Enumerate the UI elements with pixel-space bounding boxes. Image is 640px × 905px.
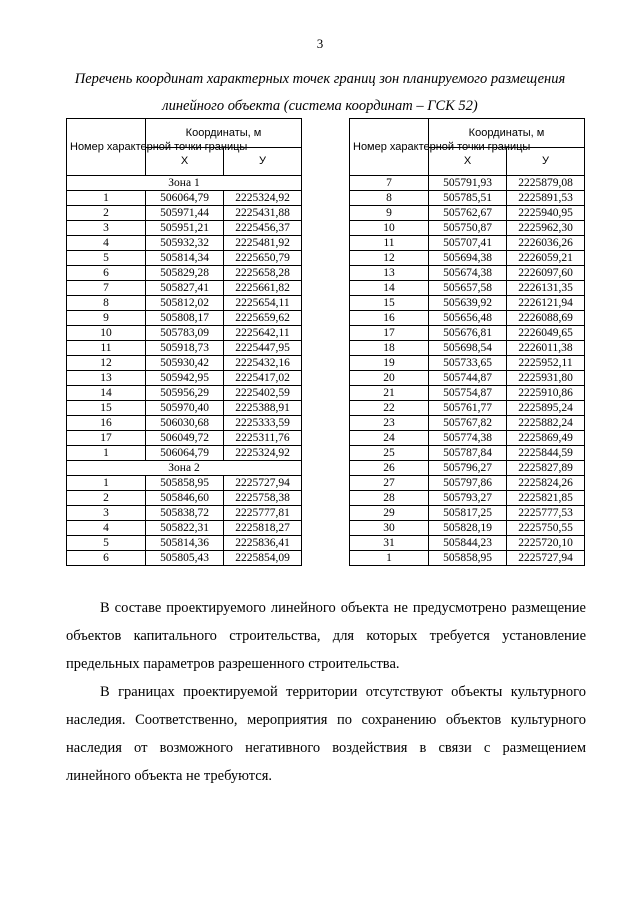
y-coordinate-cell: 2225654,11 <box>224 296 302 311</box>
x-coordinate-cell: 505656,48 <box>429 311 507 326</box>
table-row <box>67 236 302 251</box>
header-point-number: Номер характерной точки границы <box>350 119 429 176</box>
table-row <box>350 401 585 416</box>
y-coordinate-cell: 2225431,88 <box>224 206 302 221</box>
point-number-cell: 2 <box>67 206 146 221</box>
header-coordinates: Координаты, м <box>146 119 302 148</box>
point-number-cell: 10 <box>350 221 429 236</box>
paragraph-cultural-heritage: В границах проектируемой территории отсутствуют объекты культурного наследия. Соответственно, мероприятия по сохранению объектов культурного наследия от возможного негативного воздействия в связи с размещением линейного объекта не требуются. <box>66 684 586 784</box>
x-coordinate-cell: 505846,60 <box>146 491 224 506</box>
y-coordinate-cell: 2225417,02 <box>224 371 302 386</box>
y-coordinate-cell: 2225940,95 <box>507 206 585 221</box>
table-row <box>350 551 585 566</box>
x-coordinate-cell: 505956,29 <box>146 386 224 401</box>
header-point-number: Номер характерной точки границы <box>67 119 146 176</box>
point-number-cell: 23 <box>350 416 429 431</box>
x-coordinate-cell: 505932,32 <box>146 236 224 251</box>
y-coordinate-cell: 2225931,80 <box>507 371 585 386</box>
point-number-cell: 14 <box>67 386 146 401</box>
y-coordinate-cell: 2225882,24 <box>507 416 585 431</box>
x-coordinate-cell: 505639,92 <box>429 296 507 311</box>
y-coordinate-cell: 2226088,69 <box>507 311 585 326</box>
table-row <box>67 266 302 281</box>
table-row <box>67 476 302 491</box>
table-row <box>350 356 585 371</box>
y-coordinate-cell: 2225642,11 <box>224 326 302 341</box>
point-number-cell: 11 <box>67 341 146 356</box>
x-coordinate-cell: 505822,31 <box>146 521 224 536</box>
coordinates-table-right <box>349 118 585 566</box>
x-coordinate-cell: 505812,02 <box>146 296 224 311</box>
point-number-cell: 1 <box>67 446 146 461</box>
point-number-cell: 8 <box>67 296 146 311</box>
x-coordinate-cell: 505793,27 <box>429 491 507 506</box>
point-number-cell: 12 <box>67 356 146 371</box>
point-number-cell: 18 <box>350 341 429 356</box>
point-number-cell: 4 <box>67 521 146 536</box>
point-number-cell: 21 <box>350 386 429 401</box>
point-number-cell: 10 <box>67 326 146 341</box>
y-coordinate-cell: 2225659,62 <box>224 311 302 326</box>
table-row <box>67 506 302 521</box>
point-number-cell: 11 <box>350 236 429 251</box>
point-number-cell: 13 <box>67 371 146 386</box>
y-coordinate-cell: 2225324,92 <box>224 191 302 206</box>
table-row <box>350 446 585 461</box>
table-row <box>350 251 585 266</box>
x-coordinate-cell: 505762,67 <box>429 206 507 221</box>
table-row <box>67 341 302 356</box>
y-coordinate-cell: 2226059,21 <box>507 251 585 266</box>
table-row <box>67 296 302 311</box>
y-coordinate-cell: 2226011,38 <box>507 341 585 356</box>
point-number-cell: 15 <box>350 296 429 311</box>
table-row <box>67 311 302 326</box>
x-coordinate-cell: 505817,25 <box>429 506 507 521</box>
header-coordinates: Координаты, м <box>429 119 585 148</box>
point-number-cell: 20 <box>350 371 429 386</box>
y-coordinate-cell: 2226097,60 <box>507 266 585 281</box>
caption-line-2: линейного объекта (система координат – ГСК 52) <box>162 98 478 114</box>
x-coordinate-cell: 506064,79 <box>146 446 224 461</box>
point-number-cell: 19 <box>350 356 429 371</box>
point-number-cell: 1 <box>67 476 146 491</box>
point-number-cell: 7 <box>67 281 146 296</box>
y-coordinate-cell: 2225481,92 <box>224 236 302 251</box>
x-coordinate-cell: 505971,44 <box>146 206 224 221</box>
x-coordinate-cell: 505930,42 <box>146 356 224 371</box>
x-coordinate-cell: 505828,19 <box>429 521 507 536</box>
zone-row <box>67 176 302 191</box>
zone-label: Зона 1 <box>67 176 302 191</box>
table-row <box>350 326 585 341</box>
y-coordinate-cell: 2225456,37 <box>224 221 302 236</box>
table-row <box>67 491 302 506</box>
table-row <box>67 326 302 341</box>
point-number-cell: 27 <box>350 476 429 491</box>
table-row <box>67 221 302 236</box>
table-row <box>67 521 302 536</box>
table-row <box>67 536 302 551</box>
y-coordinate-cell: 2225895,24 <box>507 401 585 416</box>
table-row <box>350 221 585 236</box>
header-x: X <box>429 147 507 176</box>
y-coordinate-cell: 2225311,76 <box>224 431 302 446</box>
y-coordinate-cell: 2226121,94 <box>507 296 585 311</box>
x-coordinate-cell: 505750,87 <box>429 221 507 236</box>
y-coordinate-cell: 2225818,27 <box>224 521 302 536</box>
table-row <box>350 371 585 386</box>
table-row <box>350 416 585 431</box>
y-coordinate-cell: 2225777,53 <box>507 506 585 521</box>
x-coordinate-cell: 505744,87 <box>429 371 507 386</box>
page-number: 3 <box>316 36 324 51</box>
y-coordinate-cell: 2225750,55 <box>507 521 585 536</box>
y-coordinate-cell: 2225869,49 <box>507 431 585 446</box>
x-coordinate-cell: 505838,72 <box>146 506 224 521</box>
y-coordinate-cell: 2226036,26 <box>507 236 585 251</box>
table-row <box>350 386 585 401</box>
y-coordinate-cell: 2225962,30 <box>507 221 585 236</box>
y-coordinate-cell: 2225910,86 <box>507 386 585 401</box>
table-row <box>350 521 585 536</box>
table-row <box>350 236 585 251</box>
x-coordinate-cell: 505814,34 <box>146 251 224 266</box>
y-coordinate-cell: 2226049,65 <box>507 326 585 341</box>
table-row <box>350 206 585 221</box>
x-coordinate-cell: 505733,65 <box>429 356 507 371</box>
table-row <box>350 191 585 206</box>
y-coordinate-cell: 2225758,38 <box>224 491 302 506</box>
point-number-cell: 3 <box>67 221 146 236</box>
y-coordinate-cell: 2225447,95 <box>224 341 302 356</box>
x-coordinate-cell: 505829,28 <box>146 266 224 281</box>
header-x: X <box>146 147 224 176</box>
point-number-cell: 6 <box>67 551 146 566</box>
table-row <box>67 551 302 566</box>
y-coordinate-cell: 2225402,59 <box>224 386 302 401</box>
x-coordinate-cell: 505774,38 <box>429 431 507 446</box>
point-number-cell: 24 <box>350 431 429 446</box>
x-coordinate-cell: 506049,72 <box>146 431 224 446</box>
x-coordinate-cell: 505674,38 <box>429 266 507 281</box>
table-row <box>350 536 585 551</box>
y-coordinate-cell: 2225432,16 <box>224 356 302 371</box>
point-number-cell: 6 <box>67 266 146 281</box>
point-number-cell: 16 <box>350 311 429 326</box>
zone-row <box>67 461 302 476</box>
table-row <box>67 431 302 446</box>
x-coordinate-cell: 505761,77 <box>429 401 507 416</box>
y-coordinate-cell: 2225821,85 <box>507 491 585 506</box>
x-coordinate-cell: 505797,86 <box>429 476 507 491</box>
table-row <box>67 191 302 206</box>
y-coordinate-cell: 2225661,82 <box>224 281 302 296</box>
table-row <box>67 371 302 386</box>
x-coordinate-cell: 505754,87 <box>429 386 507 401</box>
caption-line-1: Перечень координат характерных точек границ зон планируемого размещения <box>74 71 566 87</box>
x-coordinate-cell: 505858,95 <box>146 476 224 491</box>
x-coordinate-cell: 506064,79 <box>146 191 224 206</box>
header-y: У <box>224 147 302 176</box>
point-number-cell: 13 <box>350 266 429 281</box>
point-number-cell: 31 <box>350 536 429 551</box>
x-coordinate-cell: 505858,95 <box>429 551 507 566</box>
x-coordinate-cell: 505767,82 <box>429 416 507 431</box>
table-row <box>350 431 585 446</box>
table-body-right <box>350 176 585 566</box>
table-row <box>350 176 585 191</box>
point-number-cell: 14 <box>350 281 429 296</box>
x-coordinate-cell: 505918,73 <box>146 341 224 356</box>
point-number-cell: 7 <box>350 176 429 191</box>
table-row <box>350 491 585 506</box>
x-coordinate-cell: 505783,09 <box>146 326 224 341</box>
y-coordinate-cell: 2225827,89 <box>507 461 585 476</box>
table-row <box>350 311 585 326</box>
point-number-cell: 17 <box>350 326 429 341</box>
point-number-cell: 1 <box>67 191 146 206</box>
point-number-cell: 9 <box>350 206 429 221</box>
point-number-cell: 8 <box>350 191 429 206</box>
table-row <box>67 416 302 431</box>
point-number-cell: 3 <box>67 506 146 521</box>
point-number-cell: 15 <box>67 401 146 416</box>
point-number-cell: 26 <box>350 461 429 476</box>
point-number-cell: 1 <box>350 551 429 566</box>
table-row <box>67 206 302 221</box>
x-coordinate-cell: 505698,54 <box>429 341 507 356</box>
y-coordinate-cell: 2225854,09 <box>224 551 302 566</box>
point-number-cell: 22 <box>350 401 429 416</box>
point-number-cell: 5 <box>67 251 146 266</box>
y-coordinate-cell: 2225658,28 <box>224 266 302 281</box>
point-number-cell: 28 <box>350 491 429 506</box>
table-row <box>350 476 585 491</box>
x-coordinate-cell: 505676,81 <box>429 326 507 341</box>
table-row <box>350 296 585 311</box>
x-coordinate-cell: 505805,43 <box>146 551 224 566</box>
table-row <box>350 266 585 281</box>
x-coordinate-cell: 505808,17 <box>146 311 224 326</box>
x-coordinate-cell: 505785,51 <box>429 191 507 206</box>
x-coordinate-cell: 505942,95 <box>146 371 224 386</box>
x-coordinate-cell: 505814,36 <box>146 536 224 551</box>
point-number-cell: 12 <box>350 251 429 266</box>
x-coordinate-cell: 506030,68 <box>146 416 224 431</box>
x-coordinate-cell: 505707,41 <box>429 236 507 251</box>
y-coordinate-cell: 2225333,59 <box>224 416 302 431</box>
table-row <box>350 506 585 521</box>
table-row <box>67 386 302 401</box>
table-row <box>67 281 302 296</box>
coordinates-table-left <box>66 118 302 566</box>
y-coordinate-cell: 2226131,35 <box>507 281 585 296</box>
table-row <box>350 341 585 356</box>
y-coordinate-cell: 2225891,53 <box>507 191 585 206</box>
y-coordinate-cell: 2225952,11 <box>507 356 585 371</box>
table-row <box>67 401 302 416</box>
y-coordinate-cell: 2225727,94 <box>507 551 585 566</box>
table-body-left <box>67 176 302 566</box>
y-coordinate-cell: 2225324,92 <box>224 446 302 461</box>
table-caption <box>40 66 600 120</box>
y-coordinate-cell: 2225879,08 <box>507 176 585 191</box>
x-coordinate-cell: 505694,38 <box>429 251 507 266</box>
point-number-cell: 30 <box>350 521 429 536</box>
x-coordinate-cell: 505970,40 <box>146 401 224 416</box>
header-y: У <box>507 147 585 176</box>
point-number-cell: 9 <box>67 311 146 326</box>
point-number-cell: 25 <box>350 446 429 461</box>
point-number-cell: 29 <box>350 506 429 521</box>
point-number-cell: 17 <box>67 431 146 446</box>
y-coordinate-cell: 2225720,10 <box>507 536 585 551</box>
point-number-cell: 5 <box>67 536 146 551</box>
y-coordinate-cell: 2225388,91 <box>224 401 302 416</box>
x-coordinate-cell: 505787,84 <box>429 446 507 461</box>
table-row <box>67 356 302 371</box>
y-coordinate-cell: 2225777,81 <box>224 506 302 521</box>
y-coordinate-cell: 2225836,41 <box>224 536 302 551</box>
table-row <box>67 446 302 461</box>
x-coordinate-cell: 505844,23 <box>429 536 507 551</box>
point-number-cell: 16 <box>67 416 146 431</box>
x-coordinate-cell: 505657,58 <box>429 281 507 296</box>
x-coordinate-cell: 505791,93 <box>429 176 507 191</box>
table-row <box>67 251 302 266</box>
x-coordinate-cell: 505951,21 <box>146 221 224 236</box>
y-coordinate-cell: 2225844,59 <box>507 446 585 461</box>
table-row <box>350 461 585 476</box>
x-coordinate-cell: 505827,41 <box>146 281 224 296</box>
x-coordinate-cell: 505796,27 <box>429 461 507 476</box>
y-coordinate-cell: 2225727,94 <box>224 476 302 491</box>
paragraph-capital-construction: В составе проектируемого линейного объекта не предусмотрено размещение объектов капитального строительства, для которых требуется установление предельных параметров разрешенного строительства. <box>66 600 586 672</box>
y-coordinate-cell: 2225824,26 <box>507 476 585 491</box>
point-number-cell: 4 <box>67 236 146 251</box>
zone-label: Зона 2 <box>67 461 302 476</box>
point-number-cell: 2 <box>67 491 146 506</box>
table-row <box>350 281 585 296</box>
y-coordinate-cell: 2225650,79 <box>224 251 302 266</box>
